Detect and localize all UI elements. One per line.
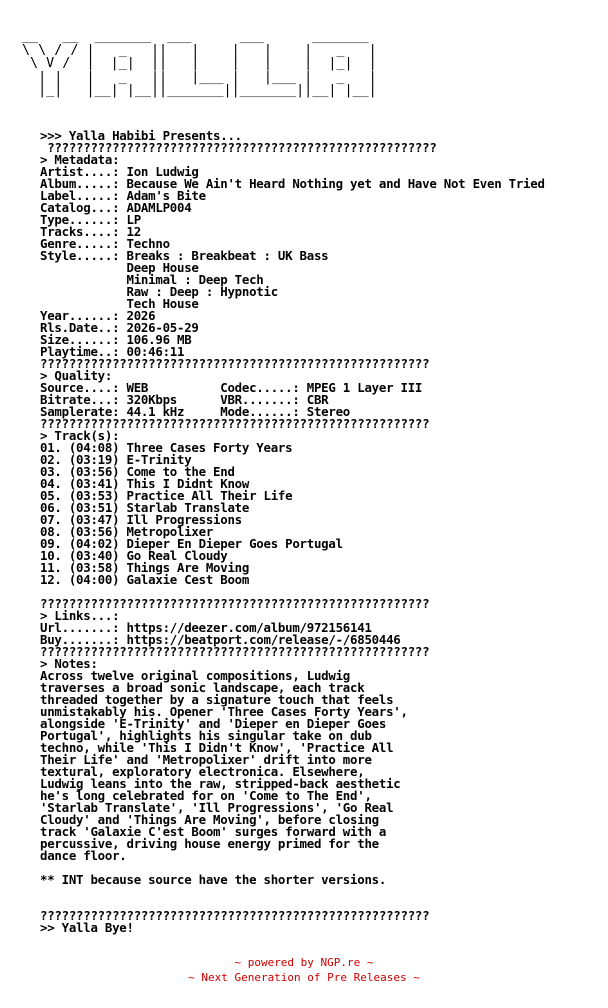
track-line: 04. (03:41) This I Didnt Know	[40, 476, 250, 491]
notes-line: Portugal', highlights his singular take on dub	[40, 728, 372, 743]
notes-line: he's long celebrated for on 'Come to The End',	[40, 788, 372, 803]
quality-line: Bitrate...: 320Kbps VBR.......: CBR	[40, 392, 329, 407]
track-line: 08. (03:56) Metropolixer	[40, 524, 214, 539]
style-line: Tech House	[40, 296, 199, 311]
notes-line: threaded together by a signature touch that feels	[40, 692, 394, 707]
genre-line: Genre.....: Techno	[40, 236, 170, 251]
track-line: 12. (04:00) Galaxie Cest Boom	[40, 572, 250, 587]
notes-line: Across twelve original compositions, Ludwig	[40, 668, 351, 683]
int-note: ** INT because source have the shorter versions.	[40, 872, 387, 887]
separator: ??????????????????????????????????????????????????????	[40, 596, 430, 611]
label-line: Label.....: Adam's Bite	[40, 188, 206, 203]
separator: ??????????????????????????????????????????????????????	[40, 356, 430, 371]
notes-line: track 'Galaxie C'est Boom' surges forward with a	[40, 824, 387, 839]
notes-header: > Notes:	[40, 656, 98, 671]
size-line: Size......: 106.96 MB	[40, 332, 192, 347]
notes-line: 'Starlab Translate', 'Ill Progressions', 'Go Real	[40, 800, 394, 815]
nfo-text	[40, 130, 545, 934]
playtime-line: Playtime..: 00:46:11	[40, 344, 185, 359]
separator: ??????????????????????????????????????????????????????	[40, 416, 430, 431]
notes-line: alongside 'E-Trinity' and 'Dieper en Dieper Goes	[40, 716, 387, 731]
yalla-ascii-logo: __ __ _______ ___ ___ _______ \ \ / / | _ || | | | | _ | \ V / | |_| || | | | | |_| | | | | _ || |___ | |___ | _ | |_| |__| |__||_______||_______||__| |__|	[22, 29, 377, 99]
notes-line: percussive, driving house energy primed for the	[40, 836, 379, 851]
notes-line: unmistakably his. Opener 'Three Cases Forty Years',	[40, 704, 408, 719]
url-line: Url.......: https://deezer.com/album/972156141	[40, 620, 372, 635]
metadata-header: > Metadata:	[40, 152, 120, 167]
notes-line: Their Life' and 'Metropolixer' drift into more	[40, 752, 372, 767]
notes-line: dance floor.	[40, 848, 127, 863]
year-line: Year......: 2026	[40, 308, 156, 323]
catalog-line: Catalog...: ADAMLP004	[40, 200, 192, 215]
track-line: 09. (04:02) Dieper En Dieper Goes Portugal	[40, 536, 343, 551]
track-line: 07. (03:47) Ill Progressions	[40, 512, 242, 527]
notes-line: Ludwig leans into the raw, stripped-back aesthetic	[40, 776, 401, 791]
intro-line: >>> Yalla Habibi Presents...	[40, 128, 242, 143]
quality-line: Source....: WEB Codec.....: MPEG 1 Layer III	[40, 380, 423, 395]
track-line: 03. (03:56) Come to the End	[40, 464, 235, 479]
notes-line: techno, while 'This I Didn't Know', 'Practice All	[40, 740, 394, 755]
notes-line: Cloudy' and 'Things Are Moving', before closing	[40, 812, 379, 827]
artist-line: Artist....: Ion Ludwig	[40, 164, 199, 179]
style-line: Style.....: Breaks : Breakbeat : UK Bass	[40, 248, 329, 263]
tracks-line: Tracks....: 12	[40, 224, 141, 239]
track-line: 10. (03:40) Go Real Cloudy	[40, 548, 228, 563]
type-line: Type......: LP	[40, 212, 141, 227]
buy-line: Buy.......: https://beatport.com/release/-/6850446	[40, 632, 401, 647]
style-line: Deep House	[40, 260, 199, 275]
track-line: 02. (03:19) E-Trinity	[40, 452, 192, 467]
track-line: 11. (03:58) Things Are Moving	[40, 560, 250, 575]
style-line: Minimal : Deep Tech	[40, 272, 264, 287]
footer-powered-by: ~ powered by NGP.re ~	[234, 956, 374, 969]
notes-line: textural, exploratory electronica. Elsewhere,	[40, 764, 365, 779]
quality-line: Samplerate: 44.1 kHz Mode......: Stereo	[40, 404, 351, 419]
notes-line: traverses a broad sonic landscape, each track	[40, 680, 365, 695]
release-date-line: Rls.Date..: 2026-05-29	[40, 320, 199, 335]
track-line: 06. (03:51) Starlab Translate	[40, 500, 250, 515]
separator: ??????????????????????????????????????????????????????	[40, 908, 430, 923]
links-header: > Links...:	[40, 608, 120, 623]
tracklist-header: > Track(s):	[40, 428, 120, 443]
track-line: 05. (03:53) Practice All Their Life	[40, 488, 293, 503]
style-line: Raw : Deep : Hypnotic	[40, 284, 278, 299]
outro-line: >> Yalla Bye!	[40, 920, 134, 935]
separator: ??????????????????????????????????????????????????????	[40, 644, 430, 659]
separator: ??????????????????????????????????????????????????????	[40, 140, 437, 155]
album-line: Album.....: Because We Ain't Heard Nothing yet and Have Not Even Tried	[40, 176, 545, 191]
quality-header: > Quality:	[40, 368, 113, 383]
track-line: 01. (04:08) Three Cases Forty Years	[40, 440, 293, 455]
footer-tagline: ~ Next Generation of Pre Releases ~	[188, 971, 420, 984]
